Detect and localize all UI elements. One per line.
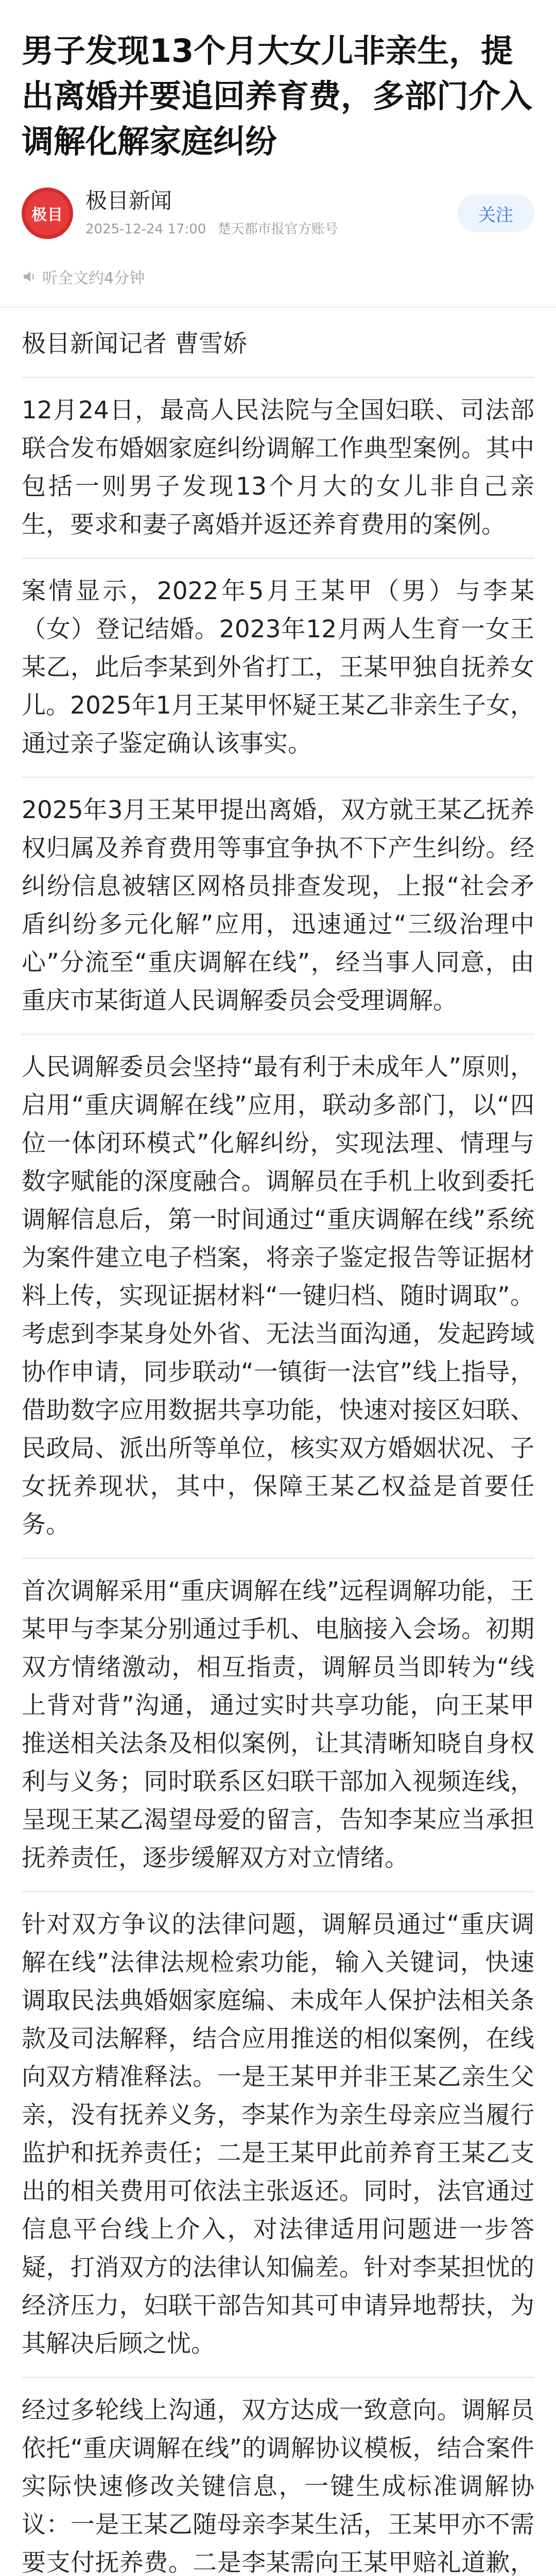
publish-meta	[85, 219, 457, 240]
listen-label: 听全文约4分钟	[42, 269, 145, 287]
source-logo: 极目	[25, 191, 70, 235]
article-paragraph: 12月24日，最高人民法院与全国妇联、司法部联合发布婚姻家庭纠纷调解工作典型案例。其中包括一则男子发现13个月大的女儿非自己亲生，要求和妻子离婚并返还养育费用的案例。	[22, 377, 534, 557]
follow-button[interactable]: 关注	[457, 194, 534, 232]
article-body	[22, 308, 534, 2576]
publisher-note: 楚天都市报官方账号	[217, 222, 338, 237]
article-paragraph: 经过多轮线上沟通，双方达成一致意向。调解员依托“重庆调解在线”的调解协议模板，结合案件实际快速修改关键信息，一键生成标准调解协议：一是王某乙随母亲李某生活，王某甲亦不需要支付抚养费。二是李某需向王某甲赔礼道歉，	[22, 2377, 534, 2576]
reporter-line: 极目新闻记者 曹雪娇	[22, 330, 247, 358]
author-bar	[22, 185, 534, 242]
article-title: 男子发现13个月大女儿非亲生，提出离婚并要追回养育费，多部门介入调解化解家庭纠纷	[22, 32, 533, 160]
article-paragraph: 首次调解采用“重庆调解在线”远程调解功能，王某甲与李某分别通过手机、电脑接入会场。初期双方情绪激动，相互指责，调解员当即转为“线上背对背”沟通，通过实时共享功能，向王某甲推送相关法条及相似案例，让其清晰知晓自身权利与义务；同时联系区妇联干部加入视频连线，呈现王某乙渴望母爱的留言，告知李某应当承担抚养责任，逐步缓解双方对立情绪。	[22, 1557, 534, 1891]
article-paragraph: 人民调解委员会坚持“最有利于未成年人”原则，启用“重庆调解在线”应用，联动多部门，以“四位一体闭环模式”化解纠纷，实现法理、情理与数字赋能的深度融合。调解员在手机上收到委托调解信息后，第一时间通过“重庆调解在线”系统为案件建立电子档案，将亲子鉴定报告等证据材料上传，实现证据材料“一键归档、随时调取”。考虑到李某身处外省、无法当面沟通，发起跨域协作申请，同步联动“一镇街一法官”线上指导，借助数字应用数据共享功能，快速对接区妇联、民政局、派出所等单位，核实双方婚姻状况、子女抚养现状，其中，保障王某乙权益是首要任务。	[22, 1033, 534, 1557]
speaker-icon	[22, 269, 37, 284]
author-info	[85, 187, 457, 240]
source-avatar[interactable]	[22, 188, 73, 239]
article-paragraph: 案情显示，2022年5月王某甲（男）与李某（女）登记结婚。2023年12月两人生育一女王某乙，此后李某到外省打工，王某甲独自抚养女儿。2025年1月王某甲怀疑王某乙非亲生子女，通过亲子鉴定确认该事实。	[22, 557, 534, 776]
listen-full-text[interactable]	[22, 261, 534, 292]
source-name[interactable]: 极目新闻	[85, 188, 172, 213]
publish-time: 2025-12-24 17:00	[85, 222, 206, 237]
article-paragraph: 2025年3月王某甲提出离婚，双方就王某乙抚养权归属及养育费用等事宜争执不下产生纠纷。经纠纷信息被辖区网格员排查发现，上报“社会矛盾纠纷多元化解”应用，迅速通过“三级治理中心”分流至“重庆调解在线”，经当事人同意，由重庆市某街道人民调解委员会受理调解。	[22, 776, 534, 1033]
article-paragraph: 针对双方争议的法律问题，调解员通过“重庆调解在线”法律法规检索功能，输入关键词，快速调取民法典婚姻家庭编、未成年人保护法相关条款及司法解释，结合应用推送的相似案例，在线向双方精准释法。一是王某甲并非王某乙亲生父亲，没有抚养义务，李某作为亲生母亲应当履行监护和抚养责任；二是王某甲此前养育王某乙支出的相关费用可依法主张返还。同时，法官通过信息平台线上介入，对法律适用问题进一步答疑，打消双方的法律认知偏差。针对李某担忧的经济压力，妇联干部告知其可申请异地帮扶，为其解决后顾之忧。	[22, 1891, 534, 2377]
